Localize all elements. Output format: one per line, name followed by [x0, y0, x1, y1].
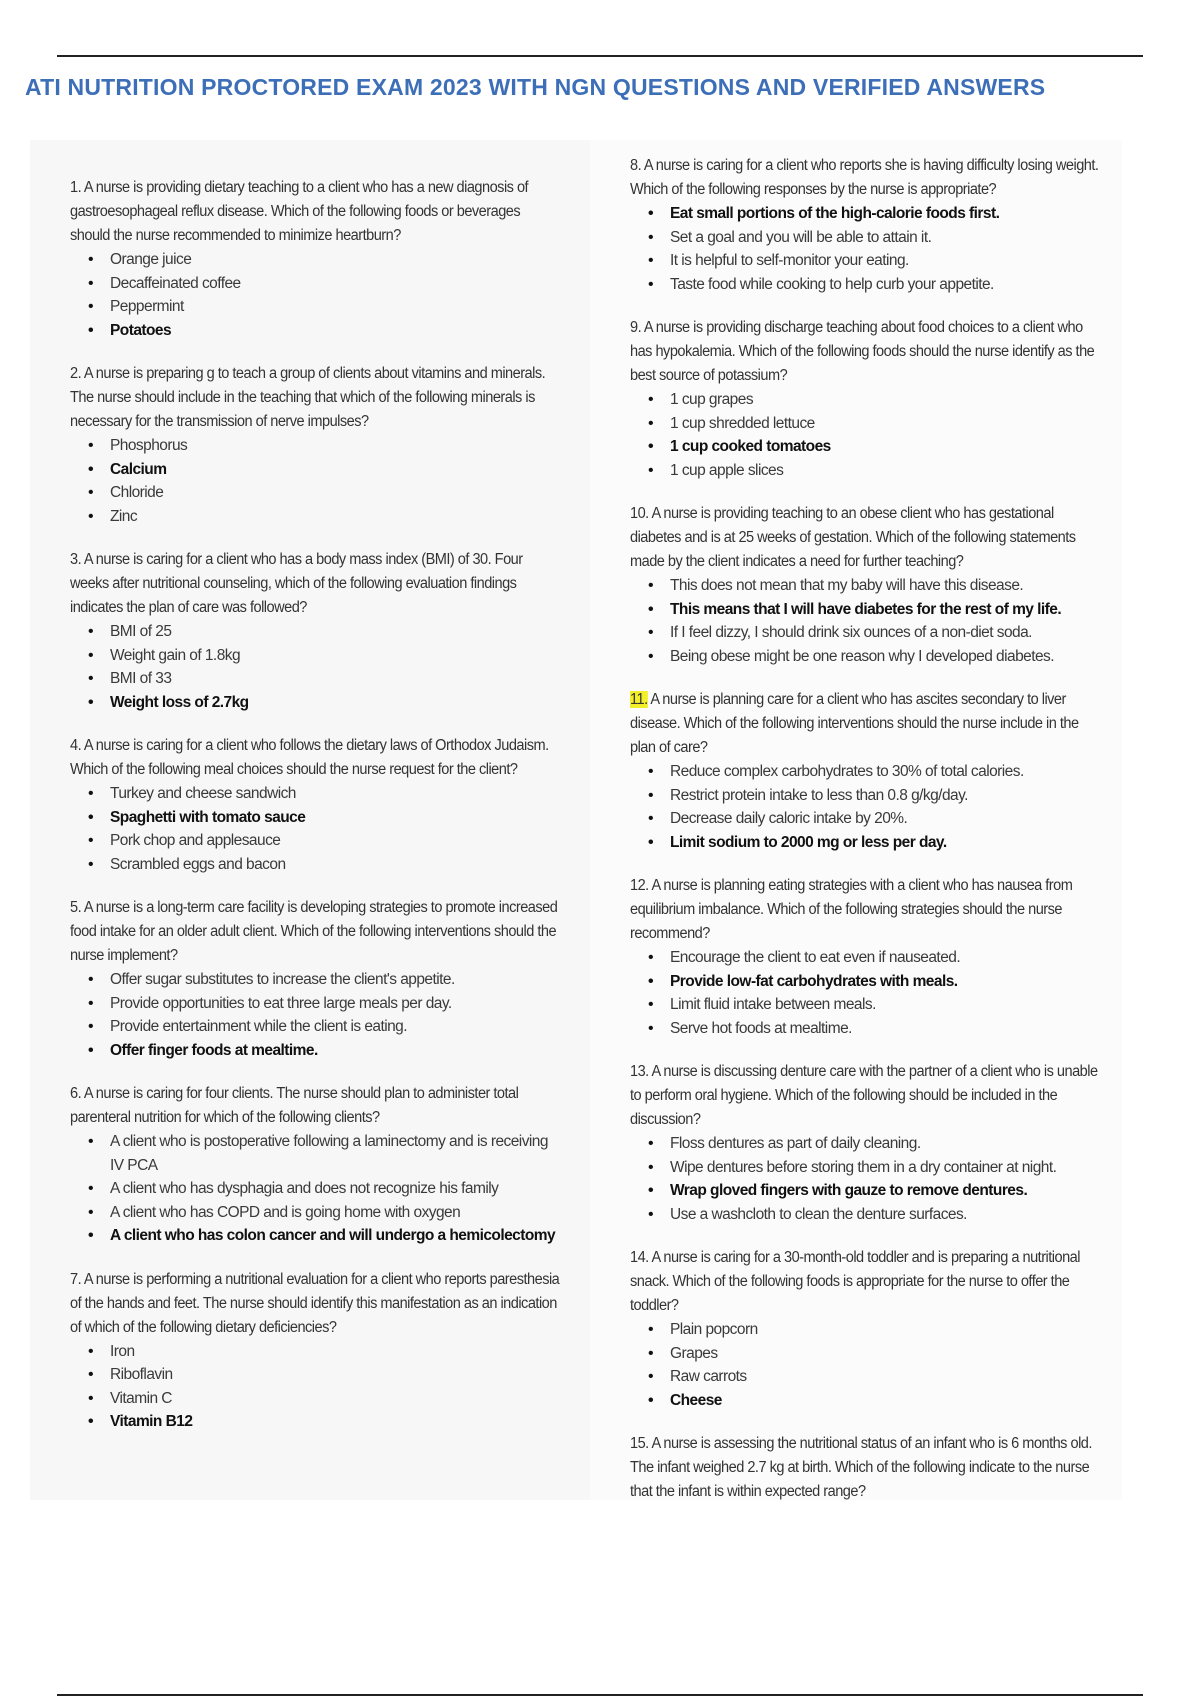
question-number: 13.	[630, 1063, 649, 1080]
question	[630, 688, 1108, 854]
answer-option: • Weight gain of 1.8kg	[88, 644, 562, 668]
question-text: A nurse is caring for four clients. The nurse should plan to administer total parenteral nutrition for which of the following clients?	[70, 1085, 519, 1126]
question-number: 12.	[630, 877, 649, 894]
question-stem	[70, 1268, 560, 1340]
question-number: 14.	[630, 1249, 649, 1266]
question	[630, 316, 1108, 482]
question-stem	[630, 316, 1106, 388]
answer-options	[630, 1132, 1108, 1226]
correct-answer-option: • Calcium	[88, 458, 562, 482]
answer-option: • This does not mean that my baby will have this disease.	[648, 574, 1108, 598]
answer-options	[630, 1318, 1108, 1412]
answer-options	[630, 760, 1108, 854]
correct-answer-option: • Weight loss of 2.7kg	[88, 691, 562, 715]
question-stem	[70, 734, 560, 782]
answer-option: • A client who is postoperative following a laminectomy and is receiving IV PCA	[88, 1130, 562, 1177]
correct-answer-option: • Eat small portions of the high-calorie foods first.	[648, 202, 1108, 226]
answer-options	[70, 782, 562, 876]
question	[70, 362, 562, 528]
question-stem	[630, 1432, 1106, 1504]
answer-options	[630, 202, 1108, 296]
question-text: A nurse is caring for a client who has a body mass index (BMI) of 30. Four weeks after nutritional counseling, which of the following evaluation findings indicates the plan of care was followed?	[70, 551, 523, 616]
correct-answer-option: • Cheese	[648, 1389, 1108, 1413]
question-stem	[70, 548, 560, 620]
question	[70, 734, 562, 876]
answer-option: • Provide entertainment while the client is eating.	[88, 1015, 562, 1039]
answer-option: • Riboflavin	[88, 1363, 562, 1387]
question-text: A nurse is planning eating strategies with a client who has nausea from equilibrium imbalance. Which of the following strategies should the nurse recommend?	[630, 877, 1073, 942]
question-stem	[630, 502, 1106, 574]
answer-option: • 1 cup grapes	[648, 388, 1108, 412]
question-number: 2.	[70, 365, 82, 382]
question-text: A nurse is providing discharge teaching about food choices to a client who has hypokalemia. Which of the following foods should the nurse identify as the best source of potassium?	[630, 319, 1095, 384]
question-number: 9.	[630, 319, 642, 336]
answer-option: • Vitamin C	[88, 1387, 562, 1411]
correct-answer-option: • Spaghetti with tomato sauce	[88, 806, 562, 830]
question	[70, 548, 562, 714]
left-column	[30, 140, 590, 1500]
answer-option: • Zinc	[88, 505, 562, 529]
question-number: 4.	[70, 737, 82, 754]
question-stem	[70, 362, 560, 434]
question	[630, 1060, 1108, 1226]
answer-option: • BMI of 25	[88, 620, 562, 644]
top-rule	[57, 55, 1143, 57]
question-stem	[630, 874, 1106, 946]
question-text: A nurse is performing a nutritional evaluation for a client who reports paresthesia of the hands and feet. The nurse should identify this manifestation as an indication of which of the following dietary deficiencies?	[70, 1270, 560, 1336]
question-text: A nurse is caring for a 30-month-old toddler and is preparing a nutritional snack. Which of the following foods is appropriate for the nurse to offer the toddler?	[630, 1249, 1080, 1314]
question-text: A nurse is providing teaching to an obese client who has gestational diabetes and is at 25 weeks of gestation. Which of the following statements made by the client indicates a need for further teaching?	[630, 505, 1076, 570]
question-text: A nurse is caring for a client who reports she is having difficulty losing weight. Which of the following responses by the nurse is appropriate?	[630, 157, 1099, 198]
answer-option: • Serve hot foods at mealtime.	[648, 1017, 1108, 1041]
answer-option: • Plain popcorn	[648, 1318, 1108, 1342]
correct-answer-option: • 1 cup cooked tomatoes	[648, 435, 1108, 459]
question	[70, 896, 562, 1062]
question-text: A nurse is assessing the nutritional status of an infant who is 6 months old. The infant weighed 2.7 kg at birth. Which of the following indicate to the nurse that the infant is within expected range?	[630, 1435, 1092, 1500]
answer-option: • Limit fluid intake between meals.	[648, 993, 1108, 1017]
answer-option: • Decrease daily caloric intake by 20%.	[648, 807, 1108, 831]
question-stem	[630, 1246, 1106, 1318]
question	[70, 176, 562, 342]
correct-answer-option: • A client who has colon cancer and will undergo a hemicolectomy	[88, 1224, 562, 1248]
answer-option: • Reduce complex carbohydrates to 30% of total calories.	[648, 760, 1108, 784]
answer-option: • Scrambled eggs and bacon	[88, 853, 562, 877]
question-text: A nurse is planning care for a client who has ascites secondary to liver disease. Which of the following interventions should the nurse include in the plan of care?	[630, 691, 1079, 756]
right-column	[590, 140, 1122, 1500]
answer-option: • BMI of 33	[88, 667, 562, 691]
answer-option: • If I feel dizzy, I should drink six ounces of a non-diet soda.	[648, 621, 1108, 645]
answer-option: • 1 cup shredded lettuce	[648, 412, 1108, 436]
answer-options	[70, 1340, 562, 1434]
question	[70, 1082, 562, 1248]
answer-option: • Chloride	[88, 481, 562, 505]
answer-options	[70, 968, 562, 1062]
question-number: 15.	[630, 1435, 649, 1452]
correct-answer-option: • Limit sodium to 2000 mg or less per day.	[648, 831, 1108, 855]
answer-options	[70, 434, 562, 528]
answer-options	[70, 248, 562, 342]
answer-option: • Decaffeinated coffee	[88, 272, 562, 296]
question-text: A nurse is preparing g to teach a group of clients about vitamins and minerals. The nurse should include in the teaching that which of the following minerals is necessary for the transmission of nerve impulses?	[70, 365, 546, 430]
answer-option: • Taste food while cooking to help curb your appetite.	[648, 273, 1108, 297]
question-stem	[630, 1060, 1106, 1132]
answer-option: • 1 cup apple slices	[648, 459, 1108, 483]
question-stem	[630, 154, 1106, 202]
answer-options	[630, 388, 1108, 482]
question-number: 1.	[70, 179, 82, 196]
document-title: ATI NUTRITION PROCTORED EXAM 2023 WITH NGN QUESTIONS AND VERIFIED ANSWERS	[25, 74, 1046, 100]
question-number: 5.	[70, 899, 82, 916]
question-text: A nurse is discussing denture care with the partner of a client who is unable to perform oral hygiene. Which of the following should be included in the discussion?	[630, 1063, 1098, 1128]
answer-option: • Pork chop and applesauce	[88, 829, 562, 853]
answer-options	[630, 574, 1108, 668]
correct-answer-option: • Potatoes	[88, 319, 562, 343]
correct-answer-option: • Vitamin B12	[88, 1410, 562, 1434]
answer-option: • Orange juice	[88, 248, 562, 272]
answer-option: • Provide opportunities to eat three large meals per day.	[88, 992, 562, 1016]
question-number: 3.	[70, 551, 82, 568]
question-text: A nurse is providing dietary teaching to a client who has a new diagnosis of gastroesophageal reflux disease. Which of the following foods or beverages should the nurse recommended to minimize heartburn?	[70, 179, 529, 244]
question	[630, 502, 1108, 668]
question	[630, 154, 1108, 296]
answer-option: • Raw carrots	[648, 1365, 1108, 1389]
question-text: A nurse is caring for a client who follows the dietary laws of Orthodox Judaism. Which of the following meal choices should the nurse request for the client?	[70, 737, 549, 778]
answer-option: • Grapes	[648, 1342, 1108, 1366]
answer-options	[630, 946, 1108, 1040]
answer-option: • Use a washcloth to clean the denture surfaces.	[648, 1203, 1108, 1227]
correct-answer-option: • Provide low-fat carbohydrates with meals.	[648, 970, 1108, 994]
question	[630, 1432, 1108, 1504]
answer-option: • Phosphorus	[88, 434, 562, 458]
answer-option: • A client who has COPD and is going home with oxygen	[88, 1201, 562, 1225]
answer-option: • Iron	[88, 1340, 562, 1364]
question-stem	[70, 176, 560, 248]
answer-option: • A client who has dysphagia and does not recognize his family	[88, 1177, 562, 1201]
question-stem	[630, 688, 1106, 760]
question-number: 8.	[630, 157, 642, 174]
answer-option: • Turkey and cheese sandwich	[88, 782, 562, 806]
answer-option: • Set a goal and you will be able to attain it.	[648, 226, 1108, 250]
answer-option: • Offer sugar substitutes to increase the client's appetite.	[88, 968, 562, 992]
answer-option: • Floss dentures as part of daily cleaning.	[648, 1132, 1108, 1156]
correct-answer-option: • This means that I will have diabetes for the rest of my life.	[648, 598, 1108, 622]
correct-answer-option: • Wrap gloved fingers with gauze to remove dentures.	[648, 1179, 1108, 1203]
question-stem	[70, 896, 560, 968]
question	[630, 1246, 1108, 1412]
answer-option: • Wipe dentures before storing them in a dry container at night.	[648, 1156, 1108, 1180]
question-text: A nurse is a long-term care facility is developing strategies to promote increased food intake for an older adult client. Which of the following interventions should the nurse implement?	[70, 899, 558, 964]
question-number: 10.	[630, 505, 649, 522]
question-number: 11.	[630, 691, 648, 708]
answer-option: • Peppermint	[88, 295, 562, 319]
correct-answer-option: • Offer finger foods at mealtime.	[88, 1039, 562, 1063]
answer-options	[70, 620, 562, 714]
answer-option: • Being obese might be one reason why I developed diabetes.	[648, 645, 1108, 669]
question-number: 6.	[70, 1085, 82, 1102]
question-stem	[70, 1082, 560, 1130]
answer-option: • It is helpful to self-monitor your eating.	[648, 249, 1108, 273]
answer-option: • Restrict protein intake to less than 0.8 g/kg/day.	[648, 784, 1108, 808]
question-number: 7.	[70, 1270, 82, 1288]
answer-option: • Encourage the client to eat even if nauseated.	[648, 946, 1108, 970]
question	[630, 874, 1108, 1040]
answer-options	[70, 1130, 562, 1248]
bottom-rule	[57, 1694, 1143, 1696]
question	[70, 1268, 562, 1434]
